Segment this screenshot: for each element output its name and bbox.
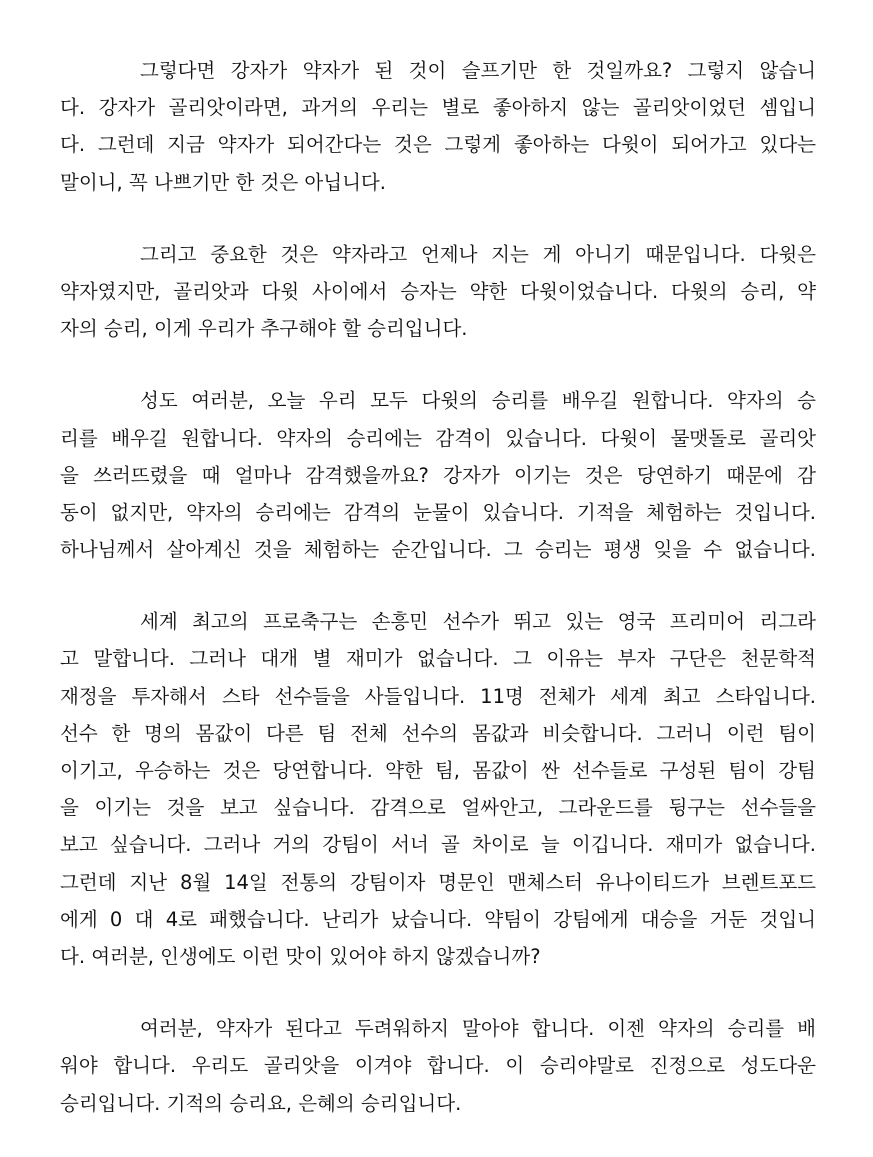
text-line: 재정을 투자해서 스타 선수들을 사들입니다. 11명 전체가 세계 최고 스타입니다. bbox=[60, 684, 816, 708]
text-line: 동이 없지만, 약자의 승리에는 감격의 눈물이 있습니다. 기적을 체험하는 것입니다. bbox=[60, 500, 816, 524]
text-line: 승리입니다. 기적의 승리요, 은혜의 승리입니다. bbox=[60, 1091, 462, 1115]
text-line: 하나님께서 살아계신 것을 체험하는 순간입니다. 그 승리는 평생 잊을 수 없습니다. bbox=[60, 538, 816, 562]
text-line: 약자였지만, 골리앗과 다윗 사이에서 승자는 약한 다윗이었습니다. 다윗의 승리, 약 bbox=[60, 279, 816, 303]
paragraph-1 bbox=[60, 52, 816, 201]
text-line: 그런데 지난 8월 14일 전통의 강팀이자 명문인 맨체스터 유나이티드가 브렌트포드 bbox=[60, 870, 816, 894]
text-line: 을 쓰러뜨렸을 때 얼마나 감격했을까요? 강자가 이기는 것은 당연하기 때문에 감 bbox=[60, 463, 816, 487]
paragraph-3 bbox=[60, 382, 816, 568]
text-line: 에게 0 대 4로 패했습니다. 난리가 났습니다. 약팀이 강팀에게 대승을 거둔 것입니 bbox=[60, 907, 816, 931]
paragraph-5 bbox=[60, 1010, 816, 1122]
text-line: 여러분, 약자가 된다고 두려워하지 말아야 합니다. 이젠 약자의 승리를 배 bbox=[140, 1017, 816, 1041]
text-line: 그렇다면 강자가 약자가 된 것이 슬프기만 한 것일까요? 그렇지 않습니 bbox=[140, 59, 816, 82]
sermon-document bbox=[60, 52, 816, 1157]
text-line: 워야 합니다. 우리도 골리앗을 이겨야 합니다. 이 승리야말로 진정으로 성도다운 bbox=[60, 1054, 816, 1078]
text-line: 말이니, 꼭 나쁘기만 한 것은 아닙니다. bbox=[60, 170, 386, 194]
paragraph-2 bbox=[60, 236, 816, 348]
text-line: 을 이기는 것을 보고 싶습니다. 감격으로 얼싸안고, 그라운드를 뒹구는 선수들을 bbox=[60, 796, 816, 820]
text-line: 성도 여러분, 오늘 우리 모두 다윗의 승리를 배우길 원합니다. 약자의 승 bbox=[140, 389, 816, 413]
text-line: 다. 강자가 골리앗이라면, 과거의 우리는 별로 좋아하지 않는 골리앗이었던 셈입니 bbox=[60, 96, 816, 120]
text-line: 다. 그런데 지금 약자가 되어간다는 것은 그렇게 좋아하는 다윗이 되어가고 있다는 bbox=[60, 133, 816, 157]
text-line: 고 말합니다. 그러나 대개 별 재미가 없습니다. 그 이유는 부자 구단은 천문학적 bbox=[60, 647, 816, 671]
text-line: 자의 승리, 이게 우리가 추구해야 할 승리입니다. bbox=[60, 317, 468, 341]
text-line: 리를 배우길 원합니다. 약자의 승리에는 감격이 있습니다. 다윗이 물맷돌로 골리앗 bbox=[60, 426, 816, 450]
text-line: 이기고, 우승하는 것은 당연합니다. 약한 팀, 몸값이 싼 선수들로 구성된 팀이 강팀 bbox=[60, 759, 816, 782]
text-line: 보고 싶습니다. 그러나 거의 강팀이 서너 골 차이로 늘 이깁니다. 재미가 없습니다. bbox=[60, 833, 816, 857]
text-line: 다. 여러분, 인생에도 이런 맛이 있어야 하지 않겠습니까? bbox=[60, 944, 541, 968]
text-line: 세계 최고의 프로축구는 손흥민 선수가 뛰고 있는 영국 프리미어 리그라 bbox=[140, 610, 816, 634]
paragraph-4 bbox=[60, 603, 816, 975]
text-line: 선수 한 명의 몸값이 다른 팀 전체 선수의 몸값과 비슷합니다. 그러니 이런 팀이 bbox=[60, 721, 816, 745]
text-line: 그리고 중요한 것은 약자라고 언제나 지는 게 아니기 때문입니다. 다윗은 bbox=[140, 242, 816, 266]
